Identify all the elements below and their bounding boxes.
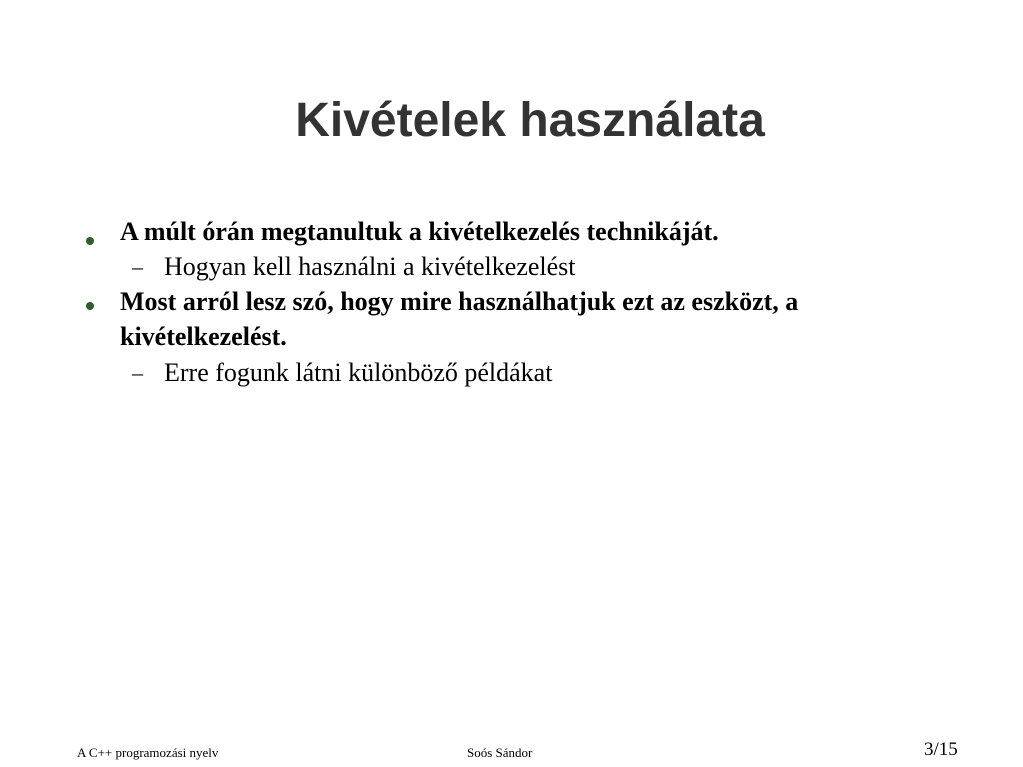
- bullet-icon: [86, 237, 94, 245]
- dash-icon: –: [132, 254, 143, 279]
- bullet-item-2-line-1: Most arról lesz szó, hogy mire használhatjuk ezt az eszközt, a: [120, 287, 799, 316]
- sub-item-2: Erre fogunk látni különböző példákat: [164, 358, 553, 387]
- sub-item-1: Hogyan kell használni a kivételkezelést: [164, 252, 576, 281]
- bullet-icon: [86, 302, 94, 310]
- page-number: 3/15: [924, 739, 958, 760]
- bullet-item-1: A múlt órán megtanultuk a kivételkezelés technikáját.: [120, 217, 719, 246]
- slide-title: Kivételek használata: [295, 94, 765, 147]
- footer-author: Soós Sándor: [467, 745, 533, 760]
- bullet-item-2-line-2: kivételkezelést.: [120, 322, 287, 351]
- dash-icon: –: [132, 360, 143, 385]
- footer-course-name: A C++ programozási nyelv: [77, 745, 219, 760]
